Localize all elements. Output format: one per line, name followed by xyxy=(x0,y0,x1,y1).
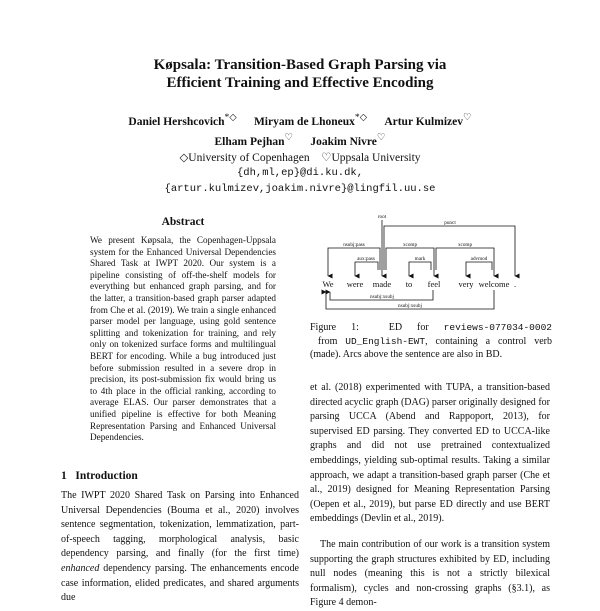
author-name: Artur Kulmizev xyxy=(384,115,463,128)
arc-advmod xyxy=(466,262,492,276)
arc-aux-pass xyxy=(355,262,378,276)
caption-post: , containing a control verb (made). Arcs above the sentence are also in BD. xyxy=(310,335,552,361)
figure-1-dependency-graph xyxy=(310,210,552,310)
email-line-1: {dh,ml,ep}@di.ku.dk, xyxy=(236,167,364,180)
caption-pre: Figure 1: ED for xyxy=(310,322,444,333)
author-name: Joakim Nivre xyxy=(310,136,377,149)
label-xcomp-2: xcomp xyxy=(457,242,473,248)
author-mark: *◇ xyxy=(354,112,368,123)
title-line-2: Efficient Training and Effective Encoding xyxy=(166,75,434,91)
word-made: made xyxy=(372,279,392,289)
intro-text-before: The IWPT 2020 Shared Task on Parsing into Enhanced Universal Dependencies (Bouma et al., 2020) involves sentence segmentation, tokenization, lemmatization, part-of-speech tagging, morphological analysis, basic dependency parsing, and finally (for the first time) xyxy=(61,490,299,560)
author-row-2 xyxy=(0,130,600,150)
author-name: Daniel Hershcovich xyxy=(128,115,225,128)
label-advmod: advmod xyxy=(470,256,488,262)
word-very: very xyxy=(458,279,474,289)
word-were: were xyxy=(346,279,364,289)
abstract-heading: Abstract xyxy=(161,216,205,228)
author-mark: ♡ xyxy=(284,132,294,144)
label-nsubj-xsubj-1: nsubj:xsubj xyxy=(370,294,394,300)
introduction-text xyxy=(61,489,299,606)
right-column-paragraph-1: et al. (2018) experimented with TUPA, a transition-based directed acyclic graph (DAG) parser originally designed for parsing UCCA (Abend and Rappoport, 2013), for supervised ED parsing. They converted ED to UCCA-like graphs and did not use pretrained contextualized embeddings, yielding sub-optimal results. Taking a similar approach, we adapt a transition-based graph parser (Che et al., 2019) designed for Meaning Representation Parsing (Oepen et al., 2019), but parse ED directly and use BERT embeddings (Devlin et al., 2019). xyxy=(310,382,550,525)
label-mark: mark xyxy=(414,256,426,262)
intro-emphasis: enhanced xyxy=(61,562,100,574)
label-aux-pass: aux:pass xyxy=(357,256,375,262)
author-mark: ♡ xyxy=(463,112,472,123)
section-heading-introduction: 1 Introduction xyxy=(61,470,138,482)
dependency-graph-svg xyxy=(310,210,552,310)
label-root: root xyxy=(377,214,387,220)
word-to: to xyxy=(405,279,413,289)
title-line-1: Køpsala: Transition-Based Graph Parsing via xyxy=(153,57,447,73)
email-line-2: {artur.kulmizev,joakim.nivre}@lingfil.uu.se xyxy=(164,182,436,195)
caption-code: reviews-077034-0002 xyxy=(443,322,552,333)
author-mark: ♡ xyxy=(376,132,386,144)
right-column-paragraph-2: The main contribution of our work is a transition system supporting the graph structures exhibited by ED, including null nodes (meaning this is not a strictly bilexical formalism), cycles and non-crossing graphs (§3.1), as Figure 4 demon- xyxy=(310,539,550,609)
author-name: Elham Pejhan xyxy=(214,136,285,149)
paper-title xyxy=(0,56,600,92)
affiliations: ◇University of Copenhagen ♡Uppsala University xyxy=(179,151,421,164)
label-nsubj-pass: nsubj:pass xyxy=(343,242,365,248)
word-feel: feel xyxy=(427,279,441,289)
caption-link[interactable]: UD_English-EWT xyxy=(345,335,426,347)
author-block xyxy=(0,110,600,197)
intro-text-after: dependency parsing. The enhancements encode case information, elided predicates, and shared arguments due xyxy=(61,562,299,604)
label-punct: punct xyxy=(444,220,456,226)
label-xcomp-1: xcomp xyxy=(402,242,418,248)
author-name: Miryam de Lhoneux xyxy=(253,115,355,128)
figure-1-caption xyxy=(310,321,552,362)
caption-mid: from xyxy=(310,335,346,347)
label-nsubj-xsubj-2: nsubj:xsubj xyxy=(398,303,422,309)
author-mark: *◇ xyxy=(224,112,237,123)
word-period: . xyxy=(513,279,517,289)
word-welcome: welcome xyxy=(478,279,510,289)
arc-mark xyxy=(409,262,431,276)
author-row-1 xyxy=(0,110,600,130)
word-we: We xyxy=(322,279,334,289)
arc-punct xyxy=(384,226,515,276)
abstract-text: We present Køpsala, the Copenhagen-Uppsala system for the Enhanced Universal Dependencies Shared Task at IWPT 2020. Our system is a pipeline consisting of off-the-shelf models for everything but enhanced graph parsing, and for the latter, a transition-based graph parser adapted from Che et al. (2019). We train a single enhanced parser model per language, using gold sentence splitting and tokenization for training, and rely only on tokenized surface forms and multilingual BERT for encoding. While a bug introduced just before submission resulted in a severe drop in precision, its post-submission fix would bring us to 4th place in the official ranking, according to average ELAS. Our parser demonstrates that a unified pipeline is effective for both Meaning Representation Parsing and Enhanced Universal Dependencies. xyxy=(90,235,276,443)
